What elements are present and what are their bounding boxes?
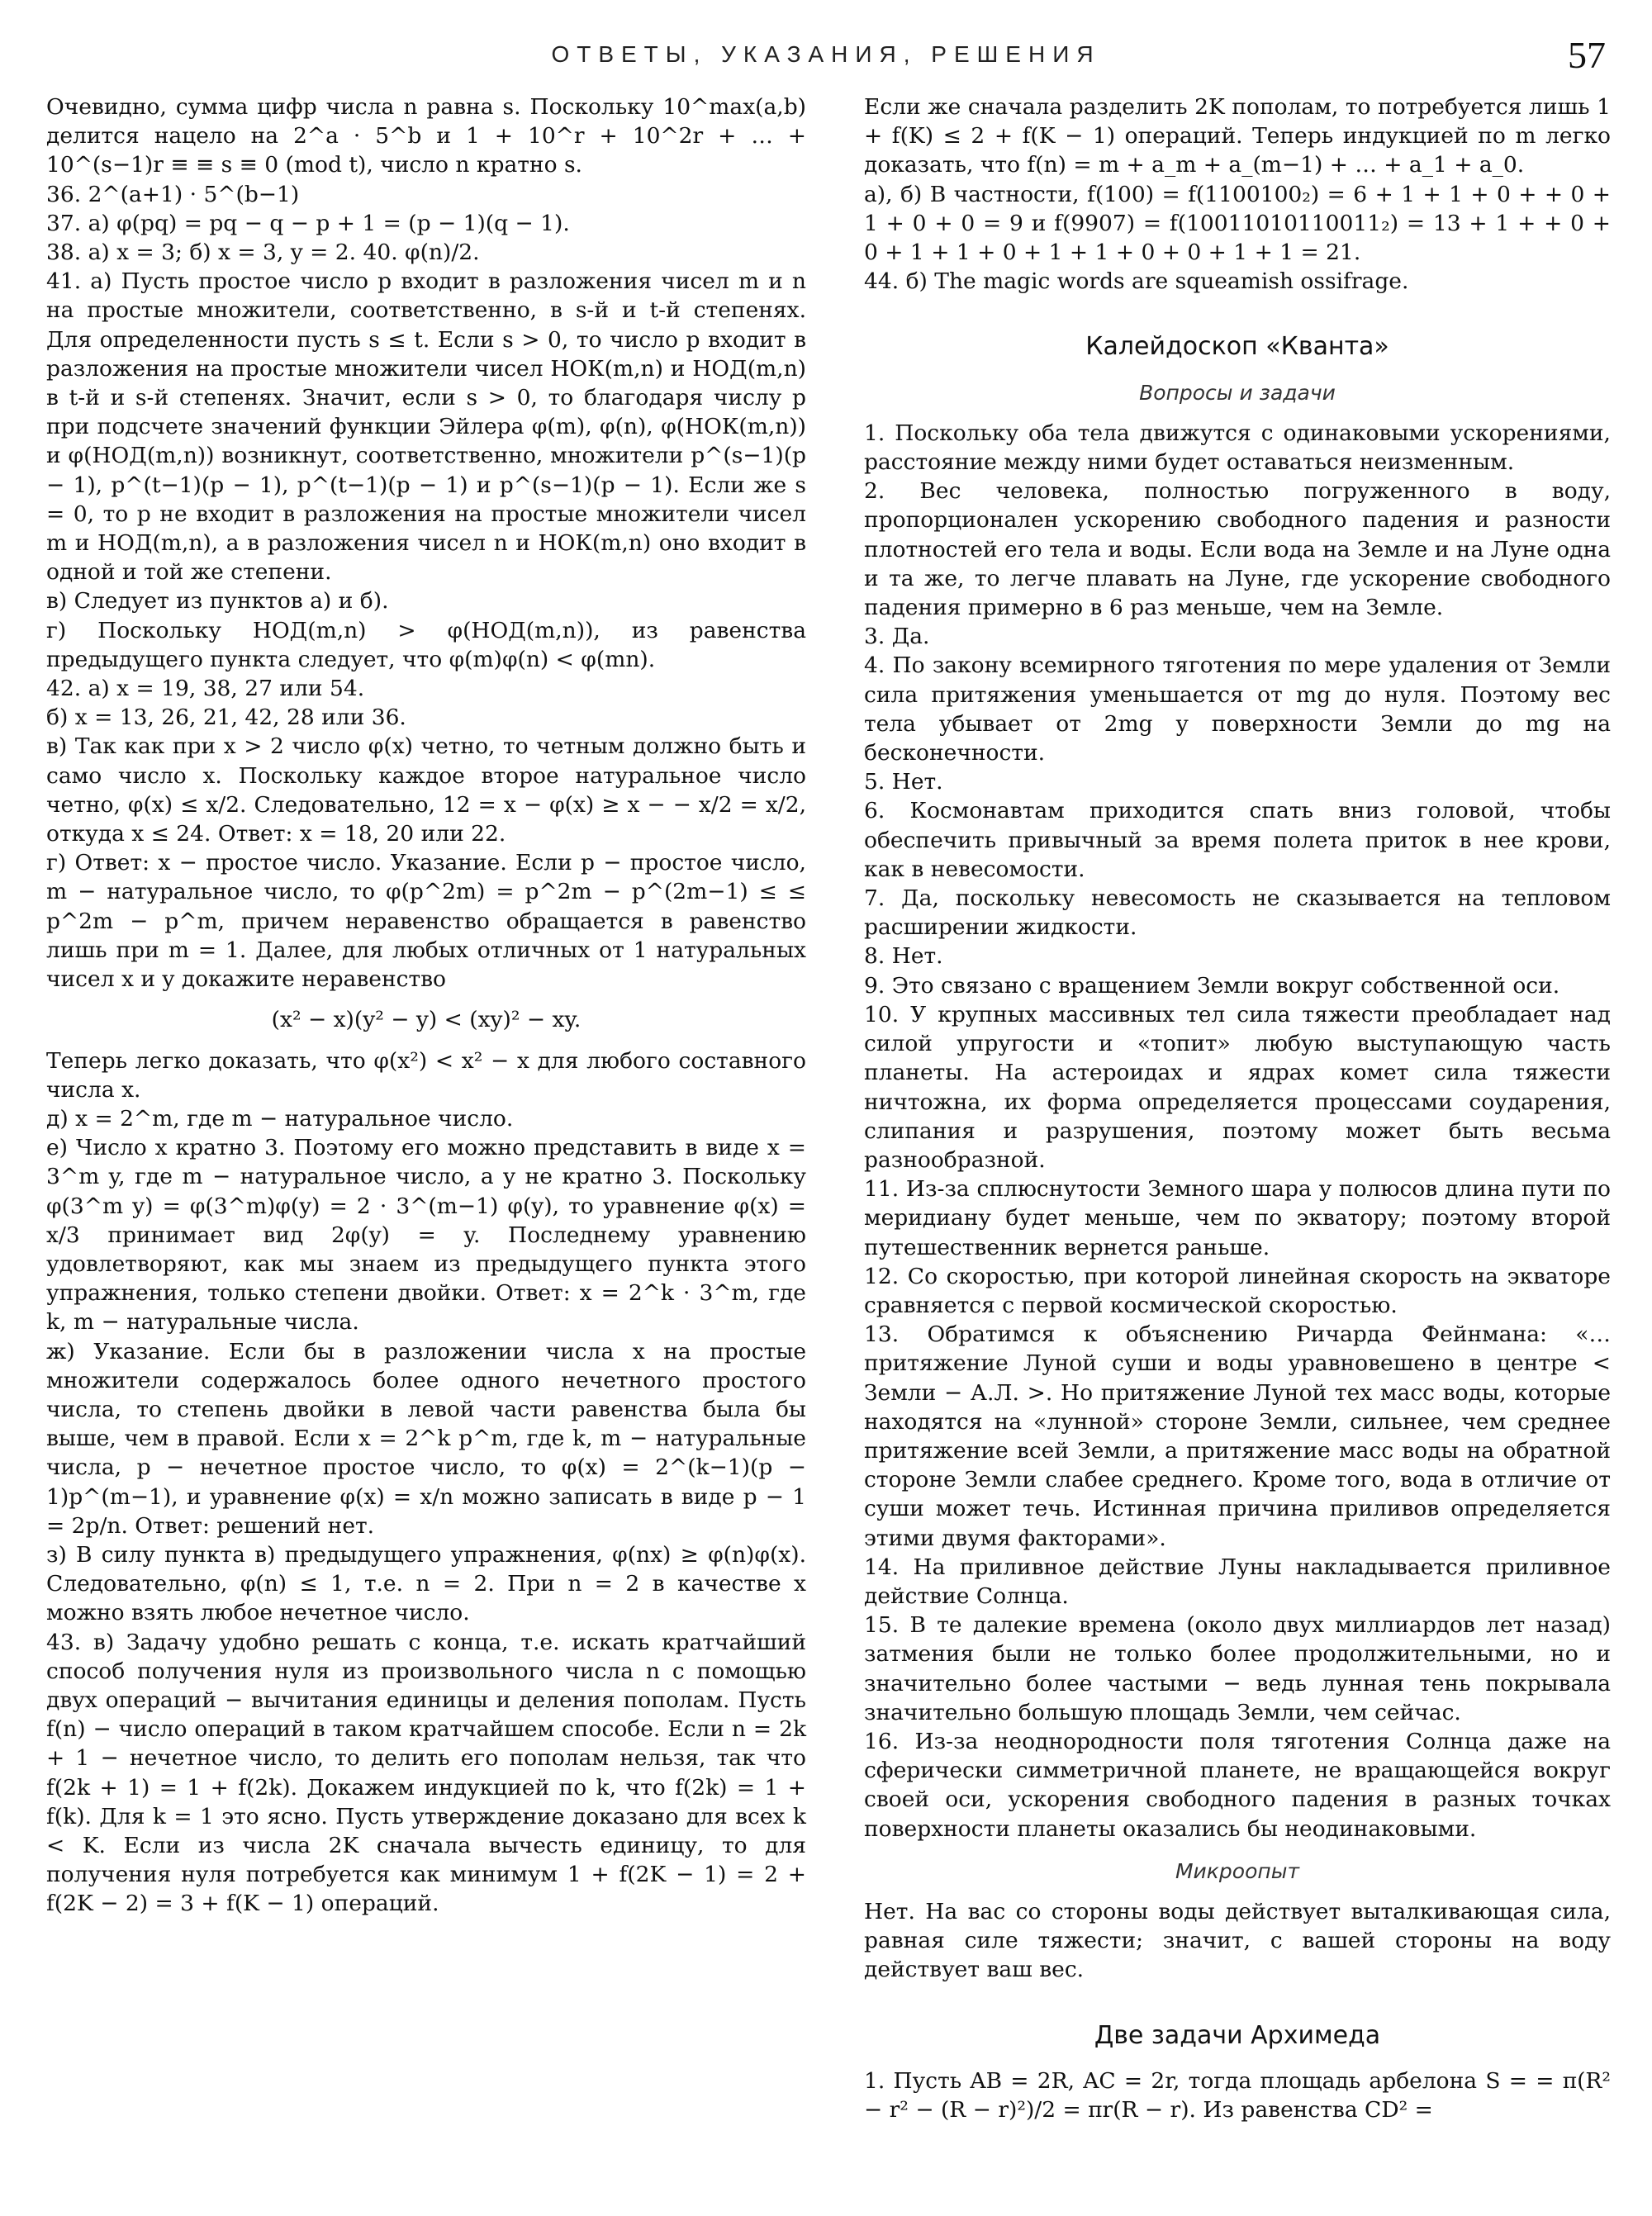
archimedes-text: 1. Пусть AB = 2R, AC = 2r, тогда площадь арбелона S = = π(R² − r² − (R − r)²)/2 = πr(R − r). Из равенства CD² = <box>864 2067 1611 2123</box>
qa-item: 9. Это связано с вращением Земли вокруг собственной оси. <box>864 972 1560 999</box>
subsection-title-microexperiment: Микроопыт <box>1175 1858 1300 1883</box>
qa-item: 8. Нет. <box>864 943 943 970</box>
formula-inequality: (x² − x)(y² − y) < (xy)² − xy. <box>271 1007 582 1033</box>
right-column <box>864 93 1611 2124</box>
qa-item: 13. Обратимся к объяснению Ричарда Фейнмана: «… притяжение Луной суши и воды уравновешено в центре < Земли − А.Л. >. Но притяжение Луной тех масс воды, которые находятся на «лунной» стороне Земли, сильнее, чем среднее притяжение всей Земли, а притяжение масс воды на обратной стороне Земли слабее среднего. Кроме того, вода в отличие от суши может течь. Истинная причина приливов определяется этими двумя факторами». <box>864 1322 1611 1551</box>
running-title: ОТВЕТЫ, УКАЗАНИЯ, РЕШЕНИЯ <box>551 41 1101 67</box>
left-column <box>46 93 806 1919</box>
answer-36: 36. 2^(a+1) · 5^(b−1) <box>46 181 300 207</box>
answer-44: 44. б) The magic words are squeamish ossifrage. <box>864 268 1409 295</box>
answer-42-b: б) x = 13, 26, 21, 42, 28 или 36. <box>46 705 406 731</box>
qa-item: 2. Вес человека, полностью погруженного в воду, пропорционален ускорению свободного падения и разности плотностей его тела и воды. Если вода на Земле и на Луне одна и та же, то легче плавать на Луне, где ускорение свободного падения примерно в 6 раз меньше, чем на Земле. <box>864 478 1611 621</box>
qa-item: 11. Из-за сплюснутости Земного шара у полюсов длина пути по меридиану будет меньше, чем по экватору; поэтому второй путешественник вернется раньше. <box>864 1176 1611 1260</box>
qa-item: 14. На приливное действие Луны накладывается приливное действие Солнца. <box>864 1554 1611 1609</box>
qa-item: 15. В те далекие времена (около двух миллиардов лет назад) затмения были не только более продолжительными, но и значительно более частыми − ведь лунная тень покрывала значительно большую площадь Земли, чем сейчас. <box>864 1612 1611 1725</box>
qa-item: 16. Из-за неоднородности поля тяготения Солнца даже на сферически симметричной планете, не вращающейся вокруг своей оси, ускорения свободного падения в разных точках поверхности планеты оказались бы неодинаковыми. <box>864 1728 1611 1842</box>
answer-37: 37. а) φ(pq) = pq − q − p + 1 = (p − 1)(q − 1). <box>46 210 570 236</box>
answer-42-d: д) x = 2^m, где m − натуральное число. <box>46 1105 514 1132</box>
qa-item: 12. Со скоростью, при которой линейная скорость на экваторе сравняется с первой космической скоростью. <box>864 1263 1611 1318</box>
paragraph: Очевидно, сумма цифр числа n равна s. Поскольку 10^max(a,b) делится нацело на 2^a · 5^b и 1 + 10^r + 10^2r + … + 10^(s−1)r ≡ ≡ s ≡ 0 (mod t), число n кратно s. <box>46 94 806 178</box>
section-title-archimedes: Две задачи Архимеда <box>1094 2020 1381 2050</box>
qa-item: 4. По закону всемирного тяготения по мере удаления от Земли сила притяжения уменьшается от mg до нуля. Поэтому вес тела убывает от 2mg у поверхности Земли до mg на бесконечности. <box>864 652 1611 766</box>
qa-item: 10. У крупных массивных тел сила тяжести преобладает над силой упругости и «топит» любую выступающую часть планеты. На астероидах и ядрах комет сила тяжести ничтожна, их форма определяется процессами соударения, слипания и разрушения, поэтому может быть весьма разнообразной. <box>864 1001 1611 1173</box>
answer-42-zh: ж) Указание. Если бы в разложении числа x на простые множители содержалось более одного нечетного простого числа, то степень двойки в левой части равенства была бы выше, чем в правой. Если x = 2^k p^m, где k, m − натуральные числа, p − нечетное простое число, то φ(x) = 2^(k−1)(p − 1)p^(m−1), и уравнение φ(x) = x/n можно записать в виде p − 1 = 2p/n. Ответ: решений нет. <box>46 1338 806 1539</box>
paragraph: Если же сначала разделить 2K пополам, то потребуется лишь 1 + f(K) ≤ 2 + f(K − 1) операций. Теперь индукцией по m легко доказать, что f(n) = m + a_m + a_(m−1) + … + a_1 + a_0. <box>864 94 1611 178</box>
microexperiment-text: Нет. На вас со стороны воды действует выталкивающая сила, равная силе тяжести; значит, с вашей стороны на воду действует ваш вес. <box>864 1898 1611 1983</box>
subsection-title-questions: Вопросы и задачи <box>1139 380 1336 405</box>
qa-item: 1. Поскольку оба тела движутся с одинаковыми ускорениями, расстояние между ними будет оставаться неизменным. <box>864 420 1611 476</box>
qa-item: 6. Космонавтам приходится спать вниз головой, чтобы обеспечить привычный за время полета приток в нее крови, как в невесомости. <box>864 798 1611 882</box>
answer-42-e: е) Число x кратно 3. Поэтому его можно представить в виде x = 3^m y, где m − натуральное число, а y не кратно 3. Поскольку φ(3^m y) = φ(3^m)φ(y) = 2 · 3^(m−1) φ(y), то уравнение φ(x) = x/3 принимает вид 2φ(y) = y. Последнему уравнению удовлетворяют, как мы знаем из предыдущего пункта этого упражнения, только степени двойки. Ответ: x = 2^k · 3^m, где k, m − натуральные числа. <box>46 1135 806 1336</box>
answer-41: 41. а) Пусть простое число p входит в разложения чисел m и n на простые множители, соответственно, в s-й и t-й степенях. Для определенности пусть s ≤ t. Если s > 0, то число p входит в разложения на простые множители чисел НОК(m,n) и НОД(m,n) в t-й и s-й степенях. Значит, если s > 0, то благодаря числу p при подсчете значений функции Эйлера φ(m), φ(n), φ(НОК(m,n)) и φ(НОД(m,n)) возникнут, соответственно, множители p^(s−1)(p − 1), p^(t−1)(p − 1), p^(t−1)(p − 1) и p^(s−1)(p − 1). Если же s = 0, то p не входит в разложения на простые множители чисел m и НОД(m,n), а в разложения чисел n и НОК(m,n) оно входит в одной и той же степени. <box>46 268 806 586</box>
answer-41-g: г) Поскольку НОД(m,n) > φ(НОД(m,n)), из равенства предыдущего пункта следует, что φ(m)φ(n) < φ(mn). <box>46 617 806 672</box>
answer-42-v: в) Так как при x > 2 число φ(x) четно, то четным должно быть и само число x. Поскольку каждое второе натуральное число четно, φ(x) ≤ x/2. Следовательно, 12 = x − φ(x) ≥ x − − x/2 = x/2, откуда x ≤ 24. Ответ: x = 18, 20 или 22. <box>46 733 806 847</box>
qa-item: 5. Нет. <box>864 769 943 795</box>
qa-item: 7. Да, поскольку невесомость не сказывается на тепловом расширении жидкости. <box>864 885 1611 941</box>
section-title-kaleidoscope: Калейдоскоп «Кванта» <box>1085 332 1389 362</box>
answer-43: 43. в) Задачу удобно решать с конца, т.е. искать кратчайший способ получения нуля из произвольного числа n с помощью двух операций − вычитания единицы и деления пополам. Пусть f(n) − число операций в таком кратчайшем способе. Если n = 2k + 1 − нечетное число, то делить его пополам нельзя, так что f(2k + 1) = 1 + f(2k). Докажем индукцией по k, что f(2k) = 1 + f(k). Для k = 1 это ясно. Пусть утверждение доказано для всех k < K. Если из числа 2K сначала вычесть единицу, то для получения нуля потребуется как минимум 1 + f(2K − 1) = 2 + f(2K − 2) = 3 + f(K − 1) операций. <box>46 1629 806 1917</box>
answer-41-v: в) Следует из пунктов а) и б). <box>46 588 389 615</box>
answer-38-40: 38. а) x = 3; б) x = 3, y = 2. 40. φ(n)/2. <box>46 240 480 266</box>
page-number: 57 <box>1568 34 1606 76</box>
answer-42-g: г) Ответ: x − простое число. Указание. Если p − простое число, m − натуральное число, то φ(p^2m) = p^2m − p^(2m−1) ≤ ≤ p^2m − p^m, причем неравенство обращается в равенство лишь при m = 1. Далее, для любых отличных от 1 натуральных чисел x и y докажите неравенство <box>46 850 806 993</box>
qa-item: 3. Да. <box>864 624 930 650</box>
answer-42-z: з) В силу пункта в) предыдущего упражнения, φ(nx) ≥ φ(n)φ(x). Следовательно, φ(n) ≤ 1, т.е. n = 2. При n = 2 в качестве x можно взять любое нечетное число. <box>46 1541 806 1626</box>
answer-43-ab: а), б) В частности, f(100) = f(1100100₂) = 6 + 1 + 1 + 0 + + 0 + 1 + 0 + 0 = 9 и f(9907) = f(10011010110011₂) = 13 + 1 + + 0 + 0 + 1 + 1 + 0 + 1 + 1 + 0 + 0 + 1 + 1 = 21. <box>864 181 1611 266</box>
paragraph: Теперь легко доказать, что φ(x²) < x² − x для любого составного числа x. <box>46 1047 806 1103</box>
answer-42-a: 42. а) x = 19, 38, 27 или 54. <box>46 676 365 702</box>
